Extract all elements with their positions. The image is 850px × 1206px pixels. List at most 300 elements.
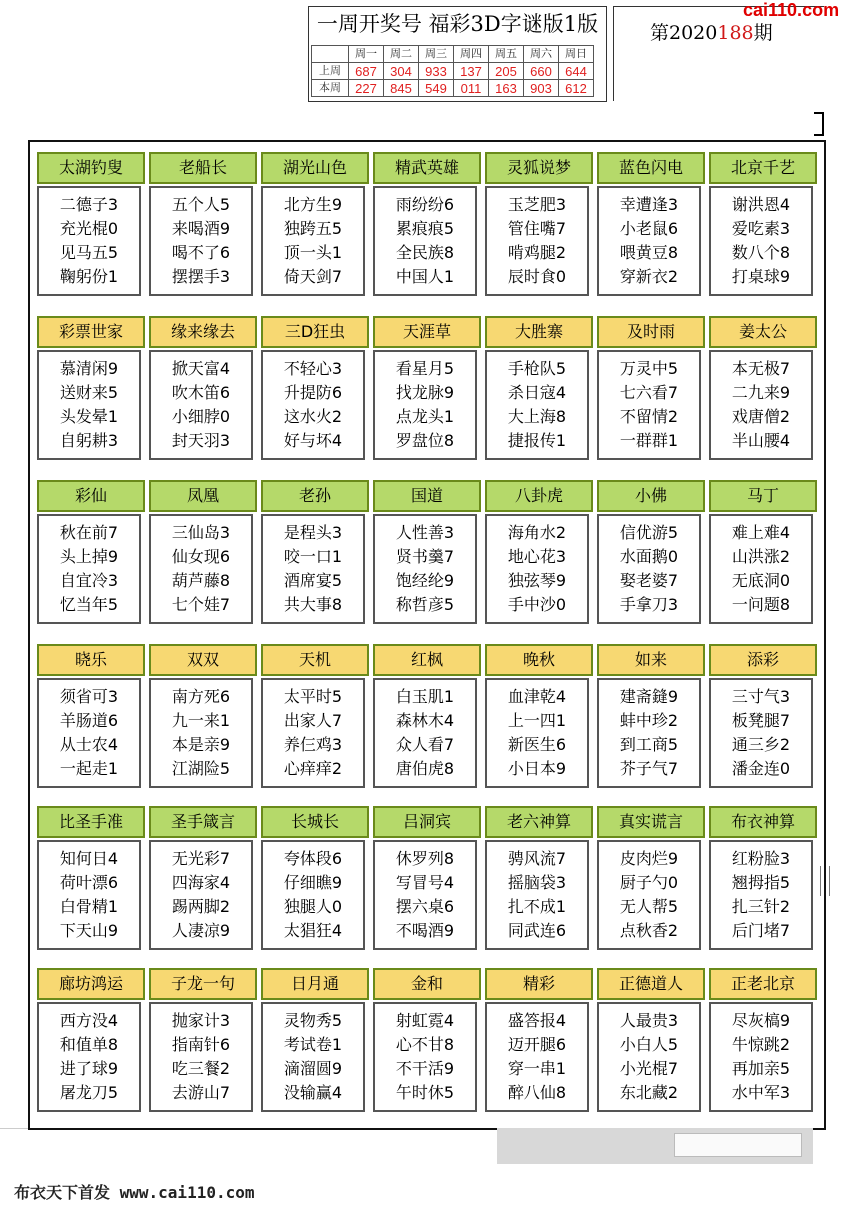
riddle-line: 水面鹅0 — [619, 547, 679, 566]
riddle-cell — [261, 968, 369, 1116]
riddle-cell-title: 蓝色闪电 — [597, 152, 705, 184]
riddle-line: 不留情2 — [619, 407, 679, 426]
riddle-line: 东北藏2 — [619, 1083, 679, 1102]
riddle-line: 自躬耕3 — [59, 431, 119, 450]
riddle-line: 海角水2 — [507, 523, 567, 542]
riddle-line: 管住嘴7 — [507, 219, 567, 238]
riddle-line: 骋风流7 — [507, 849, 567, 868]
riddle-line: 难上难4 — [731, 523, 791, 542]
draw-number: 933 — [419, 63, 454, 80]
riddle-line: 五个人5 — [171, 195, 231, 214]
riddle-cell-body — [261, 514, 365, 624]
riddle-line: 雨纷纷6 — [395, 195, 455, 214]
weekly-results-title: 一周开奖号 福彩3D字谜版1版 — [316, 12, 599, 36]
riddle-line: 爱吃素3 — [731, 219, 791, 238]
riddle-cell-body — [709, 678, 813, 788]
draw-number: 304 — [384, 63, 419, 80]
riddle-cell-body — [485, 350, 589, 460]
riddle-line: 建斋鏠9 — [619, 687, 679, 706]
riddle-line: 称哲彦5 — [395, 595, 455, 614]
riddle-line: 射虹霓4 — [395, 1011, 455, 1030]
riddle-line: 翘拇指5 — [731, 873, 791, 892]
riddle-line: 好与坏4 — [283, 431, 343, 450]
riddle-line: 迈开腿6 — [507, 1035, 567, 1054]
riddle-line: 小日本9 — [507, 759, 567, 778]
riddle-line: 不干活9 — [395, 1059, 455, 1078]
riddle-line: 森林木4 — [395, 711, 455, 730]
riddle-line: 西方没4 — [59, 1011, 119, 1030]
riddle-cell-body — [37, 350, 141, 460]
riddle-cell — [149, 806, 257, 954]
riddle-line: 小细脖0 — [171, 407, 231, 426]
draw-number: 903 — [524, 80, 559, 97]
riddle-line: 荷叶漂6 — [59, 873, 119, 892]
riddle-cell — [485, 480, 593, 628]
riddle-line: 吹木笛6 — [171, 383, 231, 402]
riddle-cell — [261, 152, 369, 300]
riddle-cell — [149, 968, 257, 1116]
riddle-line: 众人看7 — [395, 735, 455, 754]
riddle-line: 人性善3 — [395, 523, 455, 542]
riddle-cell-title: 小佛 — [597, 480, 705, 512]
riddle-line: 头发晕1 — [59, 407, 119, 426]
riddle-cell-title: 正德道人 — [597, 968, 705, 1000]
weekday-label: 周六 — [524, 46, 559, 63]
riddle-line: 出家人7 — [283, 711, 343, 730]
last-week-row — [312, 63, 594, 80]
riddle-cell-title: 老六神算 — [485, 806, 593, 838]
riddle-line: 无人帮5 — [619, 897, 679, 916]
riddle-cell-body — [149, 678, 253, 788]
riddle-line: 午时休5 — [395, 1083, 455, 1102]
riddle-cell-body — [597, 678, 701, 788]
weekday-label: 周三 — [419, 46, 454, 63]
weekday-label: 周二 — [384, 46, 419, 63]
issue-number: 第2020188期 — [650, 22, 773, 44]
riddle-line: 小老鼠6 — [619, 219, 679, 238]
this-week-label: 本周 — [312, 80, 349, 97]
riddle-line: 全民族8 — [395, 243, 455, 262]
riddle-cell — [37, 806, 145, 954]
riddle-cell — [597, 316, 705, 464]
riddle-line: 红粉脸3 — [731, 849, 791, 868]
riddle-cell-title: 如来 — [597, 644, 705, 676]
this-week-row — [312, 80, 594, 97]
corner-bracket — [814, 112, 824, 136]
riddle-cell-title: 姜太公 — [709, 316, 817, 348]
riddle-cell-title: 三D狂虫 — [261, 316, 369, 348]
riddle-cell — [709, 316, 817, 464]
riddle-line: 夸体段6 — [283, 849, 343, 868]
riddle-line: 再加亲5 — [731, 1059, 791, 1078]
riddle-line: 手中沙0 — [507, 595, 567, 614]
riddle-line: 踢两脚2 — [171, 897, 231, 916]
riddle-cell-title: 凤凰 — [149, 480, 257, 512]
riddle-line: 盛答报4 — [507, 1011, 567, 1030]
draw-number: 549 — [419, 80, 454, 97]
riddle-line: 去游山7 — [171, 1083, 231, 1102]
riddle-cell-title: 八卦虎 — [485, 480, 593, 512]
riddle-line: 这水火2 — [283, 407, 343, 426]
riddle-line: 板凳腿7 — [731, 711, 791, 730]
riddle-line: 白玉肌1 — [395, 687, 455, 706]
riddle-line: 娶老婆7 — [619, 571, 679, 590]
riddle-line: 无底洞0 — [731, 571, 791, 590]
riddle-line: 独跨五5 — [283, 219, 343, 238]
riddle-line: 太猖狂4 — [283, 921, 343, 940]
riddle-line: 玉芝肥3 — [507, 195, 567, 214]
riddle-line: 醉八仙8 — [507, 1083, 567, 1102]
riddle-cell-body — [597, 840, 701, 950]
riddle-cell-title: 天机 — [261, 644, 369, 676]
riddle-line: 白骨精1 — [59, 897, 119, 916]
draw-number: 644 — [559, 63, 594, 80]
riddle-line: 二九来9 — [731, 383, 791, 402]
riddle-line: 四海家4 — [171, 873, 231, 892]
riddle-line: 信优游5 — [619, 523, 679, 542]
riddle-line: 唐伯虎8 — [395, 759, 455, 778]
riddle-cell-title: 及时雨 — [597, 316, 705, 348]
riddle-line: 大上海8 — [507, 407, 567, 426]
riddle-cell-body — [485, 678, 589, 788]
riddle-line: 通三乡2 — [731, 735, 791, 754]
draw-number: 137 — [454, 63, 489, 80]
riddle-line: 秋在前7 — [59, 523, 119, 542]
riddle-cell-body — [149, 186, 253, 296]
riddle-cell-body — [709, 514, 813, 624]
riddle-line: 地心花3 — [507, 547, 567, 566]
riddle-line: 点秋香2 — [619, 921, 679, 940]
riddle-cell — [485, 806, 593, 954]
riddle-cell-body — [485, 1002, 589, 1112]
riddle-cell-title: 双双 — [149, 644, 257, 676]
riddle-line: 和值单8 — [59, 1035, 119, 1054]
riddle-cell — [261, 644, 369, 792]
riddle-line: 不喝酒9 — [395, 921, 455, 940]
riddle-line: 新医生6 — [507, 735, 567, 754]
riddle-cell-title: 金和 — [373, 968, 481, 1000]
riddle-cell-title: 湖光山色 — [261, 152, 369, 184]
riddle-cell — [37, 152, 145, 300]
riddle-cell-title: 正老北京 — [709, 968, 817, 1000]
riddle-line: 手枪队5 — [507, 359, 567, 378]
riddle-line: 须省可3 — [59, 687, 119, 706]
riddle-cell-title: 国道 — [373, 480, 481, 512]
riddle-cell-body — [261, 350, 365, 460]
riddle-cell — [261, 480, 369, 628]
riddle-cell-title: 老船长 — [149, 152, 257, 184]
riddle-cell — [37, 316, 145, 464]
riddle-line: 知何日4 — [59, 849, 119, 868]
riddle-line: 太平时5 — [283, 687, 343, 706]
riddle-line: 北方生9 — [283, 195, 343, 214]
riddle-cell-title: 彩票世家 — [37, 316, 145, 348]
riddle-line: 一问题8 — [731, 595, 791, 614]
riddle-line: 尽灰槁9 — [731, 1011, 791, 1030]
riddle-line: 小光棍7 — [619, 1059, 679, 1078]
riddle-cell-body — [373, 514, 477, 624]
riddle-cell — [37, 480, 145, 628]
riddle-line: 手拿刀3 — [619, 595, 679, 614]
riddle-line: 一起走1 — [59, 759, 119, 778]
draw-number: 227 — [349, 80, 384, 97]
riddle-cell-body — [37, 840, 141, 950]
riddle-line: 充光棍0 — [59, 219, 119, 238]
riddle-cell-body — [485, 514, 589, 624]
riddle-line: 升提防6 — [283, 383, 343, 402]
riddle-line: 看星月5 — [395, 359, 455, 378]
riddle-line: 来喝酒9 — [171, 219, 231, 238]
riddle-line: 山洪涨2 — [731, 547, 791, 566]
riddle-cell-body — [37, 678, 141, 788]
riddle-cell-title: 廊坊鸿运 — [37, 968, 145, 1000]
riddle-cell-title: 精彩 — [485, 968, 593, 1000]
riddle-line: 掀天富4 — [171, 359, 231, 378]
riddle-line: 不轻心3 — [283, 359, 343, 378]
footer-credit: 布衣天下首发 www.cai110.com — [14, 1183, 255, 1202]
draw-number: 687 — [349, 63, 384, 80]
riddle-cell-body — [373, 840, 477, 950]
draw-number: 612 — [559, 80, 594, 97]
bottom-blank-box — [674, 1133, 802, 1157]
riddle-cell — [261, 316, 369, 464]
riddle-line: 葫芦藤8 — [171, 571, 231, 590]
riddle-line: 小白人5 — [619, 1035, 679, 1054]
riddle-cell — [149, 316, 257, 464]
riddle-line: 羊肠道6 — [59, 711, 119, 730]
riddle-line: 七六看7 — [619, 383, 679, 402]
riddle-cell-body — [709, 1002, 813, 1112]
riddle-line: 同武连6 — [507, 921, 567, 940]
issue-number-highlight: 188 — [717, 22, 754, 44]
riddle-line: 杀日寇4 — [507, 383, 567, 402]
riddle-cell-body — [37, 186, 141, 296]
riddle-line: 共大事8 — [283, 595, 343, 614]
riddle-cell-body — [37, 1002, 141, 1112]
riddle-line: 酒席宴5 — [283, 571, 343, 590]
weekday-label: 周日 — [559, 46, 594, 63]
riddle-line: 九一来1 — [171, 711, 231, 730]
riddle-line: 累痕痕5 — [395, 219, 455, 238]
riddle-cell-body — [149, 1002, 253, 1112]
riddle-line: 穿一串1 — [507, 1059, 567, 1078]
riddle-cell — [597, 644, 705, 792]
riddle-cell — [485, 152, 593, 300]
riddle-cell — [373, 316, 481, 464]
riddle-line: 万灵中5 — [619, 359, 679, 378]
weekday-label: 周一 — [349, 46, 384, 63]
riddle-line: 人凄凉9 — [171, 921, 231, 940]
riddle-line: 倚天剑7 — [283, 267, 343, 286]
riddle-cell-title: 晓乐 — [37, 644, 145, 676]
riddle-line: 人最贵3 — [619, 1011, 679, 1030]
riddle-line: 指南针6 — [171, 1035, 231, 1054]
last-week-label: 上周 — [312, 63, 349, 80]
riddle-line: 进了球9 — [59, 1059, 119, 1078]
riddle-cell — [149, 152, 257, 300]
riddle-line: 仔细瞧9 — [283, 873, 343, 892]
weekday-label: 周五 — [489, 46, 524, 63]
riddle-cell-body — [261, 678, 365, 788]
riddle-line: 水中军3 — [731, 1083, 791, 1102]
riddle-cell — [709, 806, 817, 954]
riddle-cell — [597, 152, 705, 300]
side-mark — [820, 866, 830, 896]
riddle-cell-title: 圣手箴言 — [149, 806, 257, 838]
riddle-cell-title: 彩仙 — [37, 480, 145, 512]
riddle-line: 下天山9 — [59, 921, 119, 940]
riddle-line: 喂黄豆8 — [619, 243, 679, 262]
riddle-line: 罗盘位8 — [395, 431, 455, 450]
riddle-line: 数八个8 — [731, 243, 791, 262]
riddle-cell-title: 精武英雄 — [373, 152, 481, 184]
riddle-cell — [485, 968, 593, 1116]
riddle-cell — [373, 968, 481, 1116]
riddle-cell-title: 晚秋 — [485, 644, 593, 676]
riddle-line: 一群群1 — [619, 431, 679, 450]
draw-number: 163 — [489, 80, 524, 97]
riddle-cell-body — [597, 186, 701, 296]
riddle-line: 咬一口1 — [283, 547, 343, 566]
riddle-cell-body — [149, 514, 253, 624]
riddle-cell — [597, 480, 705, 628]
riddle-cell — [485, 644, 593, 792]
riddle-line: 摇脑袋3 — [507, 873, 567, 892]
riddle-cell-title: 真实谎言 — [597, 806, 705, 838]
riddle-cell-title: 缘来缘去 — [149, 316, 257, 348]
riddle-cell-body — [373, 678, 477, 788]
riddle-line: 休罗列8 — [395, 849, 455, 868]
riddle-cell-body — [261, 1002, 365, 1112]
riddle-line: 贤书羹7 — [395, 547, 455, 566]
riddle-cell-body — [373, 1002, 477, 1112]
riddle-cell-body — [709, 350, 813, 460]
riddle-line: 屠龙刀5 — [59, 1083, 119, 1102]
riddle-cell — [373, 806, 481, 954]
riddle-line: 慕清闲9 — [59, 359, 119, 378]
riddle-line: 穿新衣2 — [619, 267, 679, 286]
riddle-cell — [709, 480, 817, 628]
riddle-cell-body — [597, 514, 701, 624]
riddle-cell-title: 天涯草 — [373, 316, 481, 348]
riddle-cell-title: 布衣神算 — [709, 806, 817, 838]
riddle-line: 独腿人0 — [283, 897, 343, 916]
riddle-cell-title: 红枫 — [373, 644, 481, 676]
riddle-cell-body — [149, 840, 253, 950]
riddle-line: 鞠躬份1 — [59, 267, 119, 286]
riddle-line: 后门堵7 — [731, 921, 791, 940]
riddle-line: 灵物秀5 — [283, 1011, 343, 1030]
riddle-cell — [373, 644, 481, 792]
riddle-cell-title: 马丁 — [709, 480, 817, 512]
riddle-cell-body — [261, 840, 365, 950]
riddle-cell — [261, 806, 369, 954]
riddle-cell — [709, 968, 817, 1116]
draw-number: 011 — [454, 80, 489, 97]
riddle-cell-body — [597, 1002, 701, 1112]
riddle-cell-body — [597, 350, 701, 460]
riddle-cell — [709, 152, 817, 300]
riddle-cell-body — [149, 350, 253, 460]
weekly-results-table — [311, 45, 594, 97]
riddle-line: 心痒痒2 — [283, 759, 343, 778]
riddle-line: 上一四1 — [507, 711, 567, 730]
riddle-line: 忆当年5 — [59, 595, 119, 614]
riddle-line: 无光彩7 — [171, 849, 231, 868]
riddle-line: 二德子3 — [59, 195, 119, 214]
riddle-line: 三寸气3 — [731, 687, 791, 706]
riddle-line: 幸遭逢3 — [619, 195, 679, 214]
riddle-line: 没输赢4 — [283, 1083, 343, 1102]
riddle-cell-title: 子龙一句 — [149, 968, 257, 1000]
riddle-line: 中国人1 — [395, 267, 455, 286]
riddle-cell-body — [485, 840, 589, 950]
riddle-line: 滴溜圆9 — [283, 1059, 343, 1078]
riddle-line: 啃鸡腿2 — [507, 243, 567, 262]
riddle-line: 见马五5 — [59, 243, 119, 262]
riddle-line: 独弦琴9 — [507, 571, 567, 590]
riddle-cell-title: 灵狐说梦 — [485, 152, 593, 184]
riddle-line: 本是亲9 — [171, 735, 231, 754]
riddle-line: 封天羽3 — [171, 431, 231, 450]
draw-number: 205 — [489, 63, 524, 80]
riddle-line: 自宜冷3 — [59, 571, 119, 590]
riddle-line: 头上掉9 — [59, 547, 119, 566]
riddle-line: 心不甘8 — [395, 1035, 455, 1054]
riddle-cell-title: 北京千艺 — [709, 152, 817, 184]
riddle-line: 辰时食0 — [507, 267, 567, 286]
riddle-line: 养仨鸡3 — [283, 735, 343, 754]
riddle-line: 是程头3 — [283, 523, 343, 542]
riddle-line: 厨子勺0 — [619, 873, 679, 892]
riddle-line: 扎三针2 — [731, 897, 791, 916]
weekday-header-row — [312, 46, 594, 63]
site-logo[interactable]: cai110.com — [743, 0, 840, 20]
riddle-line: 到工商5 — [619, 735, 679, 754]
riddle-cell-body — [485, 186, 589, 296]
riddle-line: 吃三餐2 — [171, 1059, 231, 1078]
riddle-line: 从士农4 — [59, 735, 119, 754]
draw-number: 845 — [384, 80, 419, 97]
riddle-line: 戏唐僧2 — [731, 407, 791, 426]
riddle-cell — [597, 806, 705, 954]
riddle-cell — [37, 644, 145, 792]
riddle-line: 喝不了6 — [171, 243, 231, 262]
riddle-line: 牛惊跳2 — [731, 1035, 791, 1054]
riddle-line: 潘金连0 — [731, 759, 791, 778]
riddle-line: 江湖险5 — [171, 759, 231, 778]
riddle-line: 考试卷1 — [283, 1035, 343, 1054]
riddle-line: 皮肉烂9 — [619, 849, 679, 868]
riddle-line: 芥子气7 — [619, 759, 679, 778]
riddle-line: 半山腰4 — [731, 431, 791, 450]
riddle-line: 捷报传1 — [507, 431, 567, 450]
riddle-cell-title: 太湖钓叟 — [37, 152, 145, 184]
weekly-results-panel — [308, 6, 607, 102]
riddle-cell-body — [373, 186, 477, 296]
riddle-cell — [485, 316, 593, 464]
weekday-label: 周四 — [454, 46, 489, 63]
riddle-line: 七个娃7 — [171, 595, 231, 614]
riddle-cell — [709, 644, 817, 792]
riddle-line: 顶一头1 — [283, 243, 343, 262]
riddle-line: 打桌球9 — [731, 267, 791, 286]
riddle-line: 饱经纶9 — [395, 571, 455, 590]
riddle-cell — [149, 644, 257, 792]
riddle-line: 找龙脉9 — [395, 383, 455, 402]
riddle-cell-title: 日月通 — [261, 968, 369, 1000]
riddle-line: 送财来5 — [59, 383, 119, 402]
